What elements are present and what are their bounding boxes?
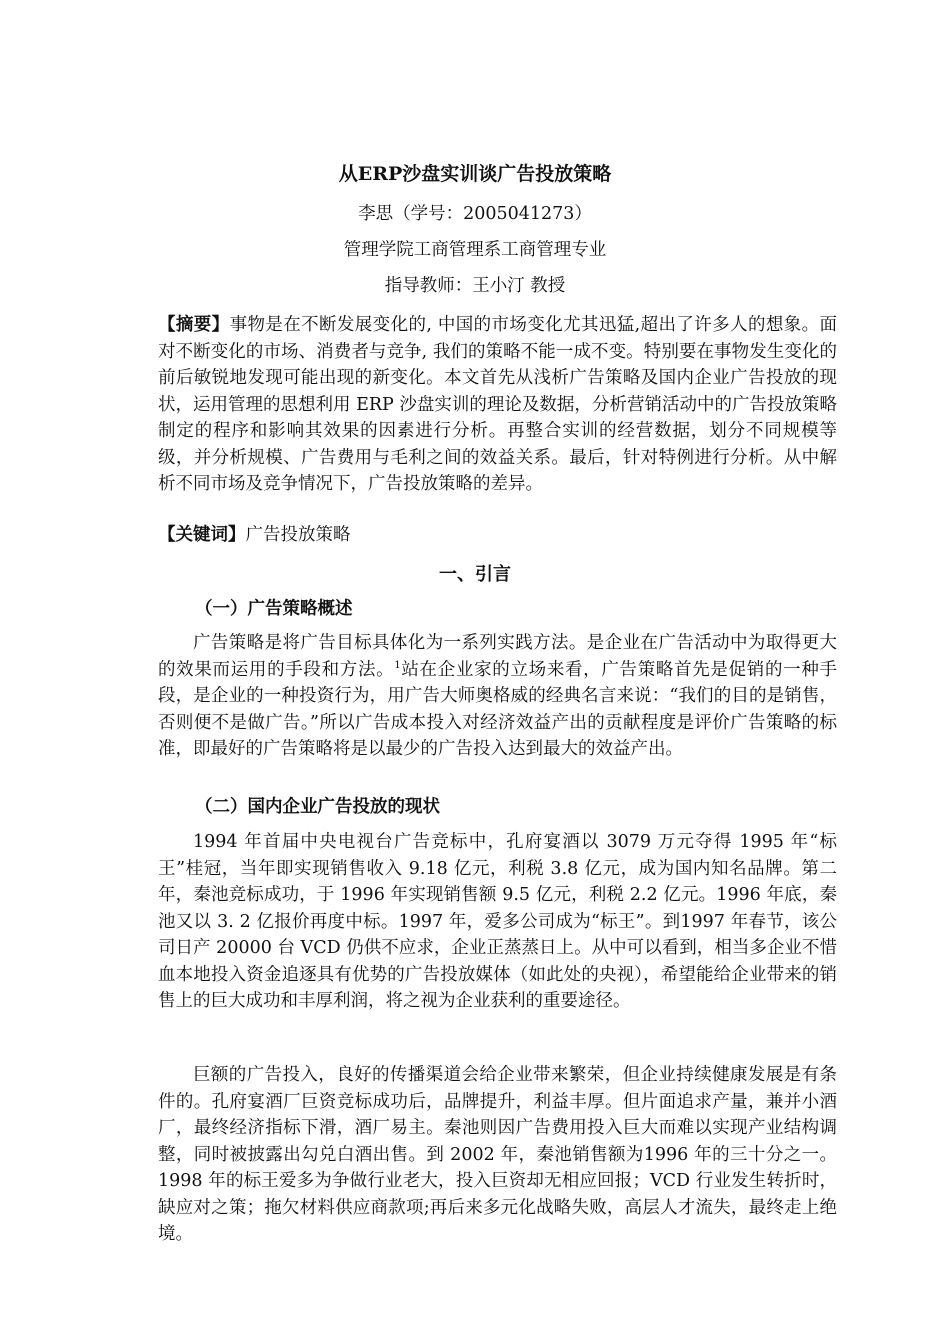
author-line: 李思（学号：2005041273） bbox=[358, 204, 592, 224]
keywords-text: 广告投放策略 bbox=[245, 525, 351, 545]
abstract-label: 【摘要】 bbox=[158, 315, 230, 335]
paragraph-text: 广告策略是将广告目标具体化为一系列实践方法。是企业在广告活动中为取得更大的效果而运用的手段和方法。 bbox=[158, 633, 837, 680]
abstract bbox=[158, 312, 837, 498]
advisor-line: 指导教师：王小汀 教授 bbox=[384, 276, 566, 296]
paper-title: 从ERP沙盘实训谈广告投放策略 bbox=[338, 163, 612, 185]
abstract-text: 事物是在不断发展变化的, 中国的市场变化尤其迅猛,超出了许多人的想象。面对不断变化的市场、消费者与竞争, 我们的策略不能一成不变。特别要在事物发生变化的前后敏锐地发现可能出现的新变化。本文首先从浅析广告策略及国内企业广告投放的现状，运用管理的思想利用 ERP 沙盘实训的理论及数据，分析营销活动中的广告投放策略制定的程序和影响其效果的因素进行分析。再整合实训的经营数据，划分不同规模等级，并分析规模、广告费用与毛利之间的效益关系。最后，针对特例进行分析。从中解析不同市场及竞争情况下，广告投放策略的差异。 bbox=[158, 315, 838, 494]
subsection-heading-overview: （一）广告策略概述 bbox=[195, 599, 353, 619]
section-heading-introduction: 一、引言 bbox=[439, 564, 511, 585]
paragraph-text: 站在企业家的立场来看，广告策略首先是促销的一种手段，是企业的一种投资行为，用广告大师奥格威的经典名言来说：“我们的目的是销售，否则便不是做广告。”所以广告成本投入对经济效益产出的贡献程度是评价广告策略的标准，即最好的广告策略将是以最少的广告投入达到最大的效益产出。 bbox=[158, 659, 837, 759]
paragraph-strategy-overview bbox=[158, 630, 837, 763]
paragraph-status-2: 巨额的广告投入，良好的传播渠道会给企业带来繁荣，但企业持续健康发展是有条件的。孔府宴酒厂巨资竞标成功后，品牌提升，利益丰厚。但片面追求产量，兼并小酒厂，最终经济指标下滑，酒厂易主。秦池则因广告费用投入巨大而难以实现产业结构调整，同时被披露出勾兑白酒出售。到 2002 年，秦池销售额为1996 年的三十分之一。1998 年的标王爱多为争做行业老大，投入巨资却无相应回报；VCD 行业发生转折时，缺应对之策；拖欠材料供应商款项;再后来多元化战略失败，高层人才流失，最终走上绝境。 bbox=[158, 1065, 837, 1244]
department-line: 管理学院工商管理系工商管理专业 bbox=[343, 240, 607, 260]
keywords-label: 【关键词】 bbox=[158, 525, 246, 545]
subsection-heading-status: （二）国内企业广告投放的现状 bbox=[195, 797, 440, 817]
paragraph-status-1: 1994 年首届中央电视台广告竞标中，孔府宴酒以 3079 万元夺得 1995 年“标王”桂冠，当年即实现销售收入 9.18 亿元，利税 3.8 亿元，成为国内知名品牌。第二年，秦池竞标成功，于 1996 年实现销售额 9.5 亿元，利税 2.2 亿元。1996 年底，秦池又以 3. 2 亿报价再度中标。1997 年，爱多公司成为“标王”。到1997 年春节，该公司日产 20000 台 VCD 仍供不应求，企业正蒸蒸日上。从中可以看到，相当多企业不惜血本地投入资金追逐具有优势的广告投放媒体（如此处的央视），希望能给企业带来的销售上的巨大成功和丰厚利润，将之视为企业获利的重要途径。 bbox=[158, 832, 837, 1011]
footnote-marker[interactable]: 1 bbox=[394, 659, 401, 671]
keywords bbox=[158, 522, 837, 549]
